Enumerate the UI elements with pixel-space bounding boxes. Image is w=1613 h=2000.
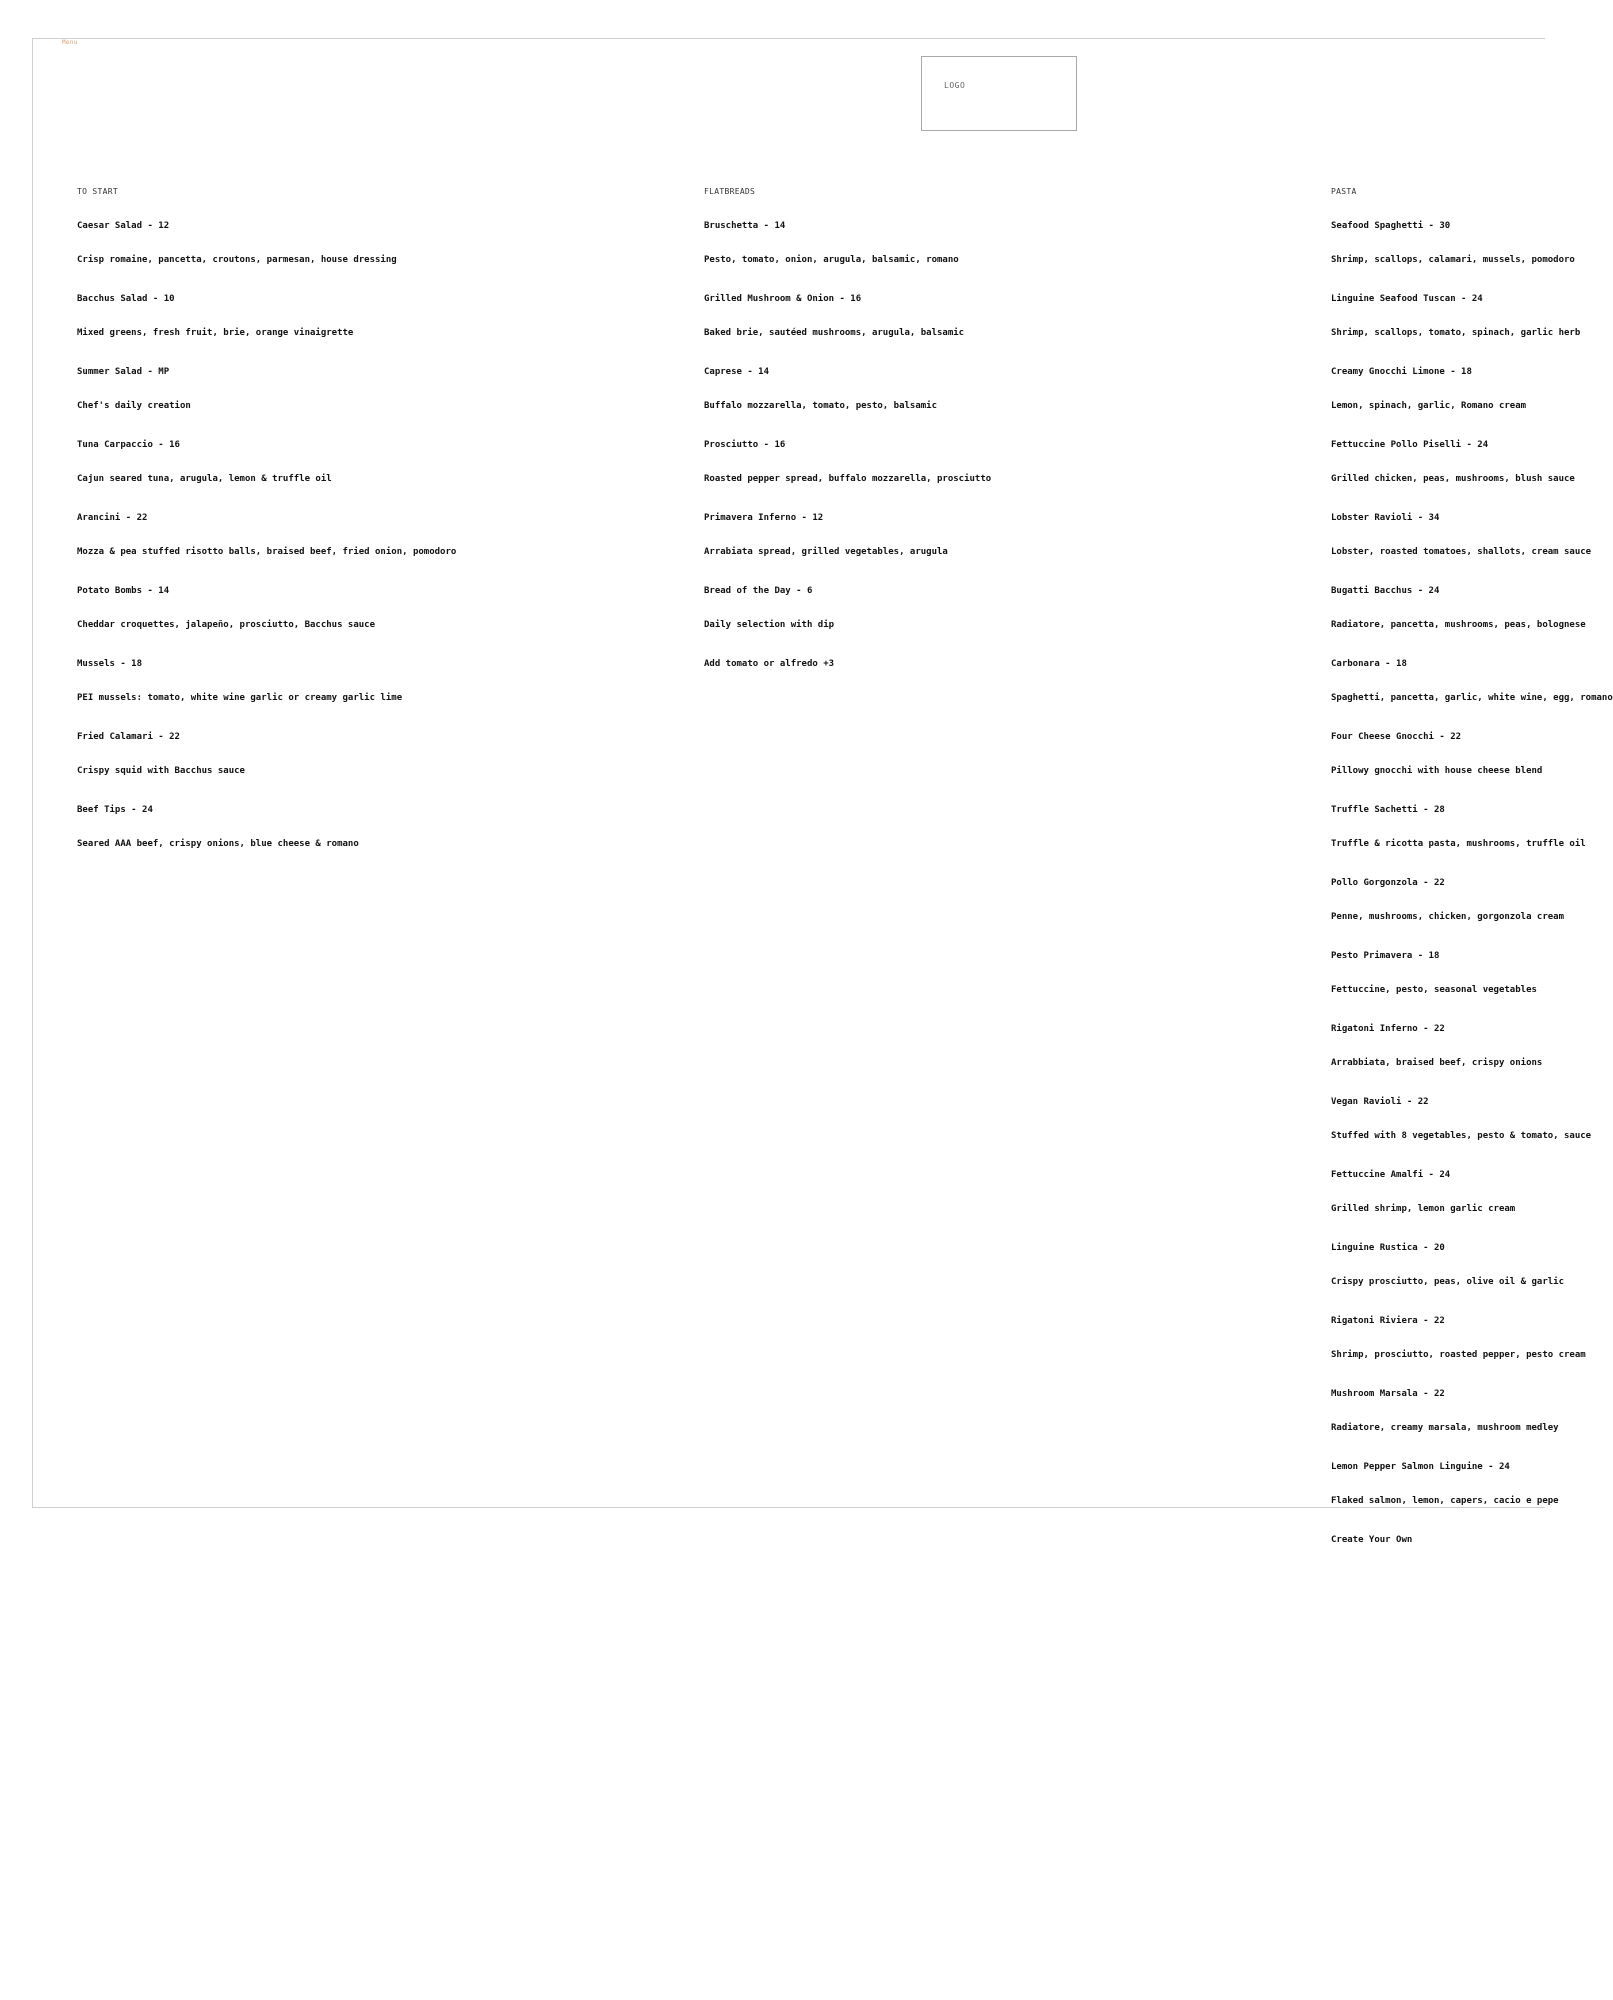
menu-item-description: Truffle & ricotta pasta, mushrooms, truffle oil xyxy=(1331,839,1586,849)
menu-item-name: Bruschetta - 14 xyxy=(704,221,786,231)
menu-item-description: Roasted pepper spread, buffalo mozzarella, prosciutto xyxy=(704,474,992,484)
menu-item-description: Pesto, tomato, onion, arugula, balsamic, romano xyxy=(704,255,959,265)
section-title: FLATBREADS xyxy=(704,187,756,196)
section-title: PASTA xyxy=(1331,187,1357,196)
menu-item-description: Cheddar croquettes, jalapeño, prosciutto, Bacchus sauce xyxy=(77,620,376,630)
section-flatbreads xyxy=(704,186,991,670)
menu-item-name: Caprese - 14 xyxy=(704,367,770,377)
menu-item-name: Tuna Carpaccio - 16 xyxy=(77,440,180,450)
menu-item-description: PEI mussels: tomato, white wine garlic or creamy garlic lime xyxy=(77,693,403,703)
menu-item-name: Summer Salad - MP xyxy=(77,367,170,377)
section-pasta xyxy=(1331,186,1613,1568)
logo-text: LOGO xyxy=(944,81,966,90)
menu-item-description: Arrabbiata, braised beef, crispy onions xyxy=(1331,1058,1543,1068)
logo-placeholder xyxy=(921,56,1077,131)
menu-item-name: Truffle Sachetti - 28 xyxy=(1331,805,1445,815)
menu-item-description: Lemon, spinach, garlic, Romano cream xyxy=(1331,401,1527,411)
menu-item-name: Mussels - 18 xyxy=(77,659,143,669)
menu-item-name: Create Your Own xyxy=(1331,1535,1413,1545)
menu-item-name: Seafood Spaghetti - 30 xyxy=(1331,221,1451,231)
menu-item-name: Rigatoni Riviera - 22 xyxy=(1331,1316,1445,1326)
menu-item-name: Bugatti Bacchus - 24 xyxy=(1331,586,1440,596)
menu-item-name: Creamy Gnocchi Limone - 18 xyxy=(1331,367,1472,377)
section-title: TO START xyxy=(77,187,118,196)
menu-item-description: Radiatore, creamy marsala, mushroom medley xyxy=(1331,1423,1559,1433)
menu-item-description: Shrimp, scallops, tomato, spinach, garlic herb xyxy=(1331,328,1581,338)
menu-item-description: Shrimp, prosciutto, roasted pepper, pesto cream xyxy=(1331,1350,1586,1360)
menu-item-name: Primavera Inferno - 12 xyxy=(704,513,824,523)
menu-item-name: Beef Tips - 24 xyxy=(77,805,153,815)
menu-item-description: Mozza & pea stuffed risotto balls, braised beef, fried onion, pomodoro xyxy=(77,547,457,557)
menu-item-name: Fettuccine Pollo Piselli - 24 xyxy=(1331,440,1489,450)
menu-item-name: Pollo Gorgonzola - 22 xyxy=(1331,878,1445,888)
corner-tag: Menu xyxy=(62,39,78,46)
menu-item-description: Spaghetti, pancetta, garlic, white wine, egg, romano xyxy=(1331,693,1613,703)
menu-item-name: Arancini - 22 xyxy=(77,513,148,523)
menu-item-name: Linguine Rustica - 20 xyxy=(1331,1243,1445,1253)
menu-item-description: Lobster, roasted tomatoes, shallots, cream sauce xyxy=(1331,547,1592,557)
menu-item-name: Prosciutto - 16 xyxy=(704,440,786,450)
menu-item-name: Fried Calamari - 22 xyxy=(77,732,180,742)
menu-item-name: Four Cheese Gnocchi - 22 xyxy=(1331,732,1462,742)
menu-item-description: Grilled shrimp, lemon garlic cream xyxy=(1331,1204,1516,1214)
menu-item-description: Daily selection with dip xyxy=(704,620,835,630)
item-list xyxy=(1331,220,1613,1546)
menu-item-description: Buffalo mozzarella, tomato, pesto, balsamic xyxy=(704,401,937,411)
menu-item-name: Potato Bombs - 14 xyxy=(77,586,170,596)
section-to-start xyxy=(77,186,456,877)
flatbread-addon-note: Add tomato or alfredo +3 xyxy=(704,659,835,669)
item-list xyxy=(704,220,991,631)
menu-item-description: Fettuccine, pesto, seasonal vegetables xyxy=(1331,985,1537,995)
menu-item-description: Penne, mushrooms, chicken, gorgonzola cream xyxy=(1331,912,1564,922)
menu-item-name: Grilled Mushroom & Onion - 16 xyxy=(704,294,862,304)
menu-item-name: Vegan Ravioli - 22 xyxy=(1331,1097,1429,1107)
menu-item-description: Pillowy gnocchi with house cheese blend xyxy=(1331,766,1543,776)
menu-item-name: Lemon Pepper Salmon Linguine - 24 xyxy=(1331,1462,1510,1472)
menu-item-name: Pesto Primavera - 18 xyxy=(1331,951,1440,961)
menu-item-description: Chef's daily creation xyxy=(77,401,191,411)
menu-item-name: Mushroom Marsala - 22 xyxy=(1331,1389,1445,1399)
menu-item-description: Seared AAA beef, crispy onions, blue cheese & romano xyxy=(77,839,359,849)
menu-item-name: Linguine Seafood Tuscan - 24 xyxy=(1331,294,1483,304)
menu-item-description: Cajun seared tuna, arugula, lemon & truffle oil xyxy=(77,474,332,484)
menu-item-description: Grilled chicken, peas, mushrooms, blush sauce xyxy=(1331,474,1575,484)
menu-item-name: Carbonara - 18 xyxy=(1331,659,1407,669)
menu-item-description: Arrabiata spread, grilled vegetables, arugula xyxy=(704,547,948,557)
menu-item-name: Fettuccine Amalfi - 24 xyxy=(1331,1170,1451,1180)
menu-item-name: Caesar Salad - 12 xyxy=(77,221,170,231)
menu-item-name: Bacchus Salad - 10 xyxy=(77,294,175,304)
menu-item-description: Crispy squid with Bacchus sauce xyxy=(77,766,245,776)
menu-item-name: Bread of the Day - 6 xyxy=(704,586,813,596)
menu-item-name: Rigatoni Inferno - 22 xyxy=(1331,1024,1445,1034)
menu-item-description: Stuffed with 8 vegetables, pesto & tomato, sauce xyxy=(1331,1131,1592,1141)
menu-item-description: Crisp romaine, pancetta, croutons, parmesan, house dressing xyxy=(77,255,397,265)
menu-item-description: Crispy prosciutto, peas, olive oil & garlic xyxy=(1331,1277,1564,1287)
menu-item-description: Flaked salmon, lemon, capers, cacio e pepe xyxy=(1331,1496,1559,1506)
menu-item-description: Mixed greens, fresh fruit, brie, orange vinaigrette xyxy=(77,328,354,338)
menu-item-description: Baked brie, sautéed mushrooms, arugula, balsamic xyxy=(704,328,965,338)
item-list xyxy=(77,220,456,850)
menu-item-name: Lobster Ravioli - 34 xyxy=(1331,513,1440,523)
menu-item-description: Shrimp, scallops, calamari, mussels, pomodoro xyxy=(1331,255,1575,265)
menu-item-description: Radiatore, pancetta, mushrooms, peas, bolognese xyxy=(1331,620,1586,630)
